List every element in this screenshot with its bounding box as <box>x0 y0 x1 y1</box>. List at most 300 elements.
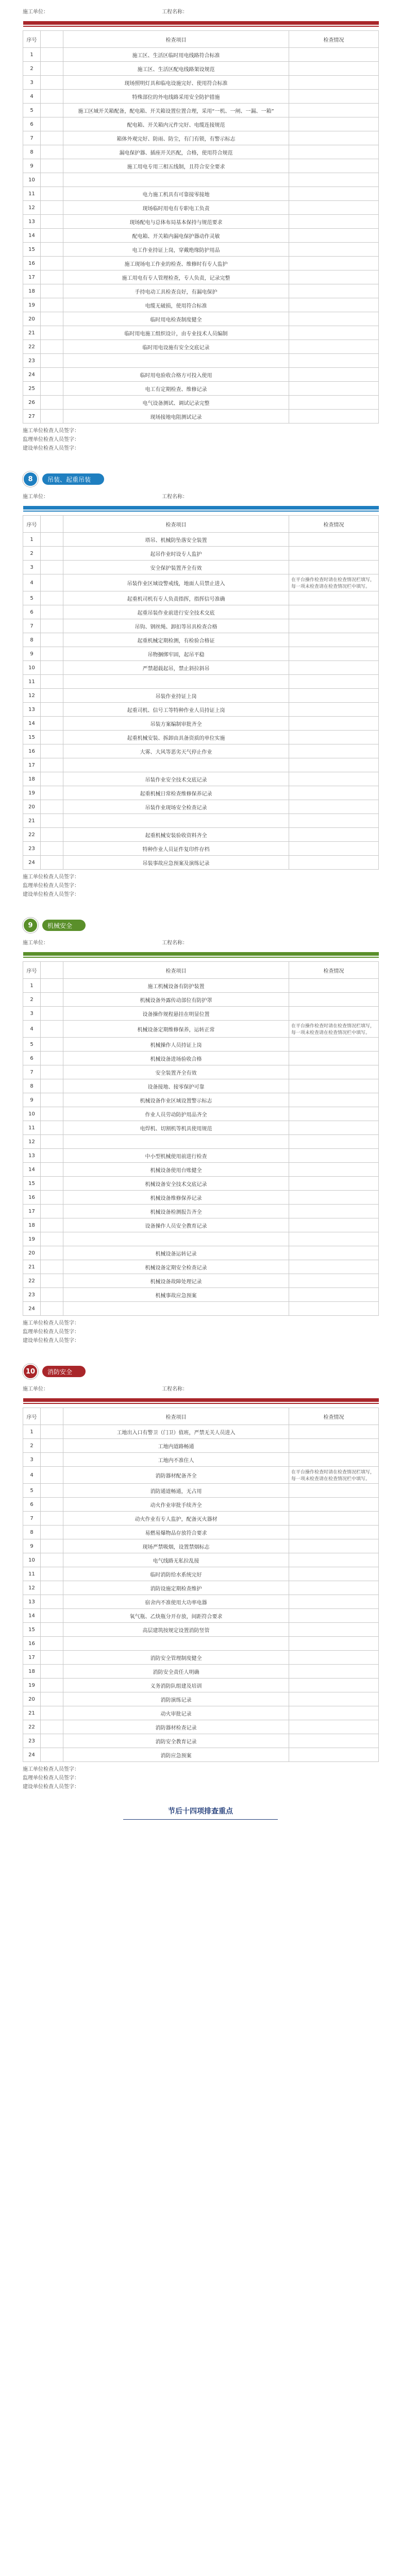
signature-line: 建设单位检查人员签字： <box>23 1784 79 1790</box>
row-number: 15 <box>23 1623 41 1637</box>
row-item: 动火作业有专人监护，配备灭火器材 <box>63 1512 289 1526</box>
row-category <box>41 1637 63 1651</box>
row-item: 工地内不准住人 <box>63 1453 289 1467</box>
meta-row <box>23 936 378 948</box>
table-row <box>23 1595 379 1609</box>
row-item: 施工区、生活区配电线路架设规范 <box>63 62 289 76</box>
row-note: 在平台操作检查时请在检查情况栏填写，每一项未检查请在检查情况栏中填写。 <box>289 574 379 591</box>
row-category <box>41 1439 63 1453</box>
row-number: 14 <box>23 1163 41 1177</box>
row-category <box>41 675 63 689</box>
row-number: 15 <box>23 1177 41 1191</box>
row-number: 14 <box>23 1609 41 1623</box>
row-number: 6 <box>23 605 41 619</box>
row-number: 10 <box>23 173 41 187</box>
row-note <box>289 159 379 173</box>
table-row <box>23 1177 379 1191</box>
signature-line: 监理单位检查人员签字： <box>23 1775 79 1781</box>
table-row <box>23 1567 379 1581</box>
section-header <box>23 917 378 934</box>
table-row <box>23 758 379 772</box>
row-item: 机械设备故障处理记录 <box>63 1274 289 1288</box>
row-item: 电焊机、切割机等机具使用规范 <box>63 1121 289 1135</box>
row-item: 施工区、生活区临时用电线路符合标准 <box>63 48 289 62</box>
row-category <box>41 979 63 993</box>
row-item: 电工作业持证上岗，穿戴绝缘防护用品 <box>63 243 289 257</box>
signature-line: 建设单位检查人员签字： <box>23 446 79 451</box>
row-category <box>41 1453 63 1467</box>
row-item: 宿舍内不准使用大功率电器 <box>63 1595 289 1609</box>
table-row <box>23 173 379 187</box>
row-category <box>41 1567 63 1581</box>
row-category <box>41 744 63 758</box>
footer-title: 节后十四项排查重点 <box>168 1807 233 1816</box>
row-number: 9 <box>23 159 41 173</box>
row-number: 19 <box>23 786 41 800</box>
row-category <box>41 201 63 215</box>
row-category <box>41 1191 63 1205</box>
row-item: 安全保护装置齐全有效 <box>63 561 289 574</box>
table-row <box>23 1526 379 1539</box>
row-item: 电工有定期检查、维修记录 <box>63 382 289 396</box>
table-color-bar <box>23 502 379 516</box>
row-note <box>289 382 379 396</box>
row-note <box>289 1706 379 1720</box>
project-name-label: 工程名称： <box>162 9 188 15</box>
table-row <box>23 131 379 145</box>
table-row <box>23 1692 379 1706</box>
row-number: 18 <box>23 772 41 786</box>
col-category-header <box>41 962 63 979</box>
table-row <box>23 1007 379 1021</box>
row-note <box>289 1121 379 1135</box>
row-category <box>41 1232 63 1246</box>
row-item: 机械设备检测报告齐全 <box>63 1205 289 1218</box>
row-number: 23 <box>23 842 41 856</box>
row-number: 23 <box>23 354 41 368</box>
row-item: 动火作业审批手续齐全 <box>63 1498 289 1512</box>
row-item: 动火审批记录 <box>63 1706 289 1720</box>
table-row <box>23 619 379 633</box>
row-category <box>41 814 63 828</box>
row-category <box>41 326 63 340</box>
table-row <box>23 1679 379 1692</box>
row-number: 6 <box>23 117 41 131</box>
row-note <box>289 284 379 298</box>
col-item-header: 检查项目 <box>63 962 289 979</box>
row-number: 13 <box>23 215 41 229</box>
row-number: 5 <box>23 104 41 117</box>
row-note <box>289 368 379 382</box>
row-number: 15 <box>23 243 41 257</box>
row-number: 8 <box>23 633 41 647</box>
row-item: 吊钩、钢丝绳、卸扣等吊具检查合格 <box>63 619 289 633</box>
section-header <box>23 1363 378 1380</box>
row-item: 消防器材配备齐全 <box>63 1467 289 1484</box>
row-number: 27 <box>23 410 41 423</box>
row-item: 吊装事故应急预案及演练记录 <box>63 856 289 870</box>
row-number: 4 <box>23 574 41 591</box>
row-number: 13 <box>23 1595 41 1609</box>
section-title: 吊装、起重吊装 <box>42 473 104 485</box>
row-note <box>289 661 379 675</box>
table-row <box>23 717 379 731</box>
row-note <box>289 354 379 368</box>
checklist-table <box>23 17 379 423</box>
row-note <box>289 1439 379 1453</box>
row-item: 机械设备维修保养记录 <box>63 1191 289 1205</box>
row-note <box>289 1692 379 1706</box>
row-category <box>41 1288 63 1302</box>
row-category <box>41 856 63 870</box>
row-number: 20 <box>23 800 41 814</box>
row-note <box>289 1093 379 1107</box>
table-row <box>23 814 379 828</box>
row-category <box>41 1512 63 1526</box>
row-category <box>41 340 63 354</box>
row-number: 26 <box>23 396 41 410</box>
table-color-bar <box>23 948 379 962</box>
row-number: 5 <box>23 1484 41 1498</box>
table-row <box>23 257 379 270</box>
row-number: 1 <box>23 48 41 62</box>
col-item-header: 检查项目 <box>63 516 289 533</box>
row-note <box>289 131 379 145</box>
row-note <box>289 1065 379 1079</box>
table-row <box>23 62 379 76</box>
table-row <box>23 772 379 786</box>
table-row <box>23 993 379 1007</box>
row-number: 21 <box>23 814 41 828</box>
row-number: 17 <box>23 1651 41 1665</box>
table-row <box>23 382 379 396</box>
row-note <box>289 48 379 62</box>
row-note <box>289 1484 379 1498</box>
row-category <box>41 689 63 703</box>
row-note <box>289 1539 379 1553</box>
row-number: 3 <box>23 561 41 574</box>
row-item: 中小型机械使用前进行检查 <box>63 1149 289 1163</box>
row-category <box>41 772 63 786</box>
row-category <box>41 1692 63 1706</box>
row-number: 6 <box>23 1498 41 1512</box>
row-number: 4 <box>23 1021 41 1038</box>
table-row <box>23 201 379 215</box>
row-note: 在平台操作检查时请在检查情况栏填写，每一项未检查请在检查情况栏中填写。 <box>289 1467 379 1484</box>
table-row <box>23 800 379 814</box>
row-category <box>41 284 63 298</box>
row-item: 吊装方案编制审批齐全 <box>63 717 289 731</box>
row-number: 13 <box>23 1149 41 1163</box>
row-category <box>41 800 63 814</box>
row-number: 2 <box>23 62 41 76</box>
project-name-label: 工程名称： <box>162 1386 188 1392</box>
row-note <box>289 1581 379 1595</box>
row-number: 22 <box>23 340 41 354</box>
row-category <box>41 1260 63 1274</box>
row-number: 22 <box>23 828 41 842</box>
col-item-header: 检查项目 <box>63 1408 289 1425</box>
construction-unit-label: 施工单位： <box>23 1386 48 1392</box>
row-number: 15 <box>23 731 41 744</box>
table-row <box>23 731 379 744</box>
row-item: 漏电保护器、插座开关匹配，合格，使用符合规范 <box>63 145 289 159</box>
section-machinery <box>0 908 401 1354</box>
col-item-header: 检查项目 <box>63 31 289 48</box>
row-category <box>41 703 63 717</box>
row-category <box>41 561 63 574</box>
row-number: 11 <box>23 1121 41 1135</box>
table-row <box>23 1467 379 1484</box>
row-note <box>289 1734 379 1748</box>
meta-row <box>23 1382 378 1394</box>
row-note <box>289 703 379 717</box>
table-row <box>23 1052 379 1065</box>
row-note <box>289 533 379 547</box>
section-title: 消防安全 <box>42 1366 86 1377</box>
row-item: 临时用电检查制度健全 <box>63 312 289 326</box>
row-note <box>289 270 379 284</box>
row-number: 8 <box>23 145 41 159</box>
row-note <box>289 1679 379 1692</box>
row-item: 消防器材检查记录 <box>63 1720 289 1734</box>
row-item: 起重机械安装、拆卸由具备资质的单位实施 <box>63 731 289 744</box>
row-note <box>289 828 379 842</box>
row-note <box>289 396 379 410</box>
row-category <box>41 131 63 145</box>
col-note-header: 检查情况 <box>289 516 379 533</box>
row-item: 吊装作业安全技术交底记录 <box>63 772 289 786</box>
row-category <box>41 1007 63 1021</box>
table-row <box>23 76 379 90</box>
row-category <box>41 1679 63 1692</box>
row-category <box>41 1149 63 1163</box>
row-note <box>289 591 379 605</box>
table-row <box>23 215 379 229</box>
table-row <box>23 1706 379 1720</box>
table-row <box>23 689 379 703</box>
row-note <box>289 717 379 731</box>
section-number-badge: 9 <box>23 918 38 933</box>
row-note <box>289 1149 379 1163</box>
row-category <box>41 243 63 257</box>
row-item: 吊装作业区域设警戒线，地面人员禁止进入 <box>63 574 289 591</box>
row-item: 起重吊装作业前进行安全技术交底 <box>63 605 289 619</box>
row-number: 17 <box>23 270 41 284</box>
row-item <box>63 814 289 828</box>
row-category <box>41 1498 63 1512</box>
row-category <box>41 1553 63 1567</box>
row-note <box>289 1302 379 1316</box>
footer-divider <box>123 1819 278 1820</box>
row-note <box>289 340 379 354</box>
signature-line: 建设单位检查人员签字： <box>23 1338 79 1344</box>
row-note <box>289 744 379 758</box>
row-item: 起重机械日常检查维修保养记录 <box>63 786 289 800</box>
row-category <box>41 104 63 117</box>
row-item: 吊物捆绑牢固，起吊平稳 <box>63 647 289 661</box>
project-name-label: 工程名称： <box>162 940 188 946</box>
row-item: 临时消防给水系统完好 <box>63 1567 289 1581</box>
row-category <box>41 257 63 270</box>
row-item: 施工用电有专人管理检查，专人负责，记录完整 <box>63 270 289 284</box>
row-number: 8 <box>23 1079 41 1093</box>
row-note <box>289 298 379 312</box>
row-note <box>289 1526 379 1539</box>
row-number: 5 <box>23 1038 41 1052</box>
table-row <box>23 979 379 993</box>
row-category <box>41 1274 63 1288</box>
row-number: 2 <box>23 993 41 1007</box>
row-note <box>289 1177 379 1191</box>
table-row <box>23 605 379 619</box>
row-item: 设备接地、接零保护可靠 <box>63 1079 289 1093</box>
row-category <box>41 1665 63 1679</box>
table-row <box>23 368 379 382</box>
row-item: 吊装作业现场安全检查记录 <box>63 800 289 814</box>
row-note <box>289 993 379 1007</box>
row-number: 12 <box>23 689 41 703</box>
row-category <box>41 661 63 675</box>
row-item: 起重机械定期检测，有检验合格证 <box>63 633 289 647</box>
table-row <box>23 1079 379 1093</box>
row-number: 13 <box>23 703 41 717</box>
table-row <box>23 1581 379 1595</box>
row-item: 机械设备进场验收合格 <box>63 1052 289 1065</box>
row-note <box>289 1274 379 1288</box>
row-category <box>41 717 63 731</box>
table-row <box>23 1288 379 1302</box>
row-number: 7 <box>23 619 41 633</box>
row-category <box>41 605 63 619</box>
row-item: 手持电动工具检查良好，有漏电保护 <box>63 284 289 298</box>
row-item: 消防安全管理制度健全 <box>63 1651 289 1665</box>
row-number: 11 <box>23 1567 41 1581</box>
row-note <box>289 633 379 647</box>
row-item: 施工区域开关箱配备，配电箱、开关箱设置位置合理，采用“一机、一闸、一漏、一箱” <box>63 104 289 117</box>
table-row <box>23 675 379 689</box>
col-no-header: 序号 <box>23 1408 41 1425</box>
row-number: 17 <box>23 1205 41 1218</box>
row-category <box>41 173 63 187</box>
row-item <box>63 1302 289 1316</box>
row-item: 消防设施定期检查维护 <box>63 1581 289 1595</box>
row-item: 机械设备运转记录 <box>63 1246 289 1260</box>
row-item: 电力施工机具有可靠接零接地 <box>63 187 289 201</box>
row-item: 现场临时用电有专职电工负责 <box>63 201 289 215</box>
row-note <box>289 104 379 117</box>
row-number: 12 <box>23 1135 41 1149</box>
signature-line: 施工单位检查人员签字： <box>23 874 79 880</box>
row-item: 吊装作业持证上岗 <box>63 689 289 703</box>
row-number: 18 <box>23 1218 41 1232</box>
row-item: 机械设备定期安全检查记录 <box>63 1260 289 1274</box>
table-row <box>23 410 379 423</box>
row-item: 施工机械设备有防护装置 <box>63 979 289 993</box>
row-category <box>41 1706 63 1720</box>
table-row <box>23 828 379 842</box>
row-note <box>289 1498 379 1512</box>
row-item: 起重司机、信号工等特种作业人员持证上岗 <box>63 703 289 717</box>
row-number: 7 <box>23 1512 41 1526</box>
row-note <box>289 1720 379 1734</box>
table-row <box>23 1260 379 1274</box>
row-number: 16 <box>23 1637 41 1651</box>
row-item: 临时用电验收合格方可投入使用 <box>63 368 289 382</box>
row-note <box>289 731 379 744</box>
row-item: 严禁超载起吊，禁止斜拉斜吊 <box>63 661 289 675</box>
row-note <box>289 1205 379 1218</box>
table-row <box>23 1512 379 1526</box>
row-note <box>289 1163 379 1177</box>
table-row <box>23 633 379 647</box>
row-category <box>41 1651 63 1665</box>
row-category <box>41 1302 63 1316</box>
row-number: 22 <box>23 1274 41 1288</box>
row-number: 16 <box>23 744 41 758</box>
table-header-row <box>23 962 379 979</box>
table-row <box>23 145 379 159</box>
row-number: 18 <box>23 1665 41 1679</box>
row-number: 1 <box>23 533 41 547</box>
table-row <box>23 1302 379 1316</box>
row-category <box>41 312 63 326</box>
row-category <box>41 368 63 382</box>
row-note <box>289 312 379 326</box>
row-number: 6 <box>23 1052 41 1065</box>
row-note <box>289 90 379 104</box>
row-category <box>41 159 63 173</box>
table-row <box>23 187 379 201</box>
row-item: 配电箱、开关箱内漏电保护器动作灵敏 <box>63 229 289 243</box>
row-note <box>289 1107 379 1121</box>
table-row <box>23 284 379 298</box>
signature-block <box>23 1319 378 1345</box>
row-category <box>41 354 63 368</box>
row-note <box>289 619 379 633</box>
table-row <box>23 1553 379 1567</box>
row-category <box>41 1052 63 1065</box>
row-number: 17 <box>23 758 41 772</box>
row-note <box>289 1637 379 1651</box>
row-number: 14 <box>23 717 41 731</box>
col-category-header <box>41 516 63 533</box>
row-category <box>41 1526 63 1539</box>
row-category <box>41 229 63 243</box>
row-number: 20 <box>23 1246 41 1260</box>
row-item: 工地内道路畅通 <box>63 1439 289 1453</box>
row-note <box>289 187 379 201</box>
row-note <box>289 76 379 90</box>
row-category <box>41 1163 63 1177</box>
row-category <box>41 1065 63 1079</box>
table-row <box>23 1539 379 1553</box>
row-note <box>289 1609 379 1623</box>
row-note: 在平台操作检查时请在检查情况栏填写，每一项未检查请在检查情况栏中填写。 <box>289 1021 379 1038</box>
row-category <box>41 786 63 800</box>
checklist-table <box>23 502 379 870</box>
row-number: 3 <box>23 76 41 90</box>
table-row <box>23 574 379 591</box>
row-note <box>289 758 379 772</box>
row-category <box>41 1595 63 1609</box>
row-number: 7 <box>23 131 41 145</box>
row-note <box>289 856 379 870</box>
table-row <box>23 1665 379 1679</box>
table-header-row <box>23 31 379 48</box>
row-item: 机械事故应急预案 <box>63 1288 289 1302</box>
row-item: 现场配电与总体布局基本保持与规范要求 <box>63 215 289 229</box>
